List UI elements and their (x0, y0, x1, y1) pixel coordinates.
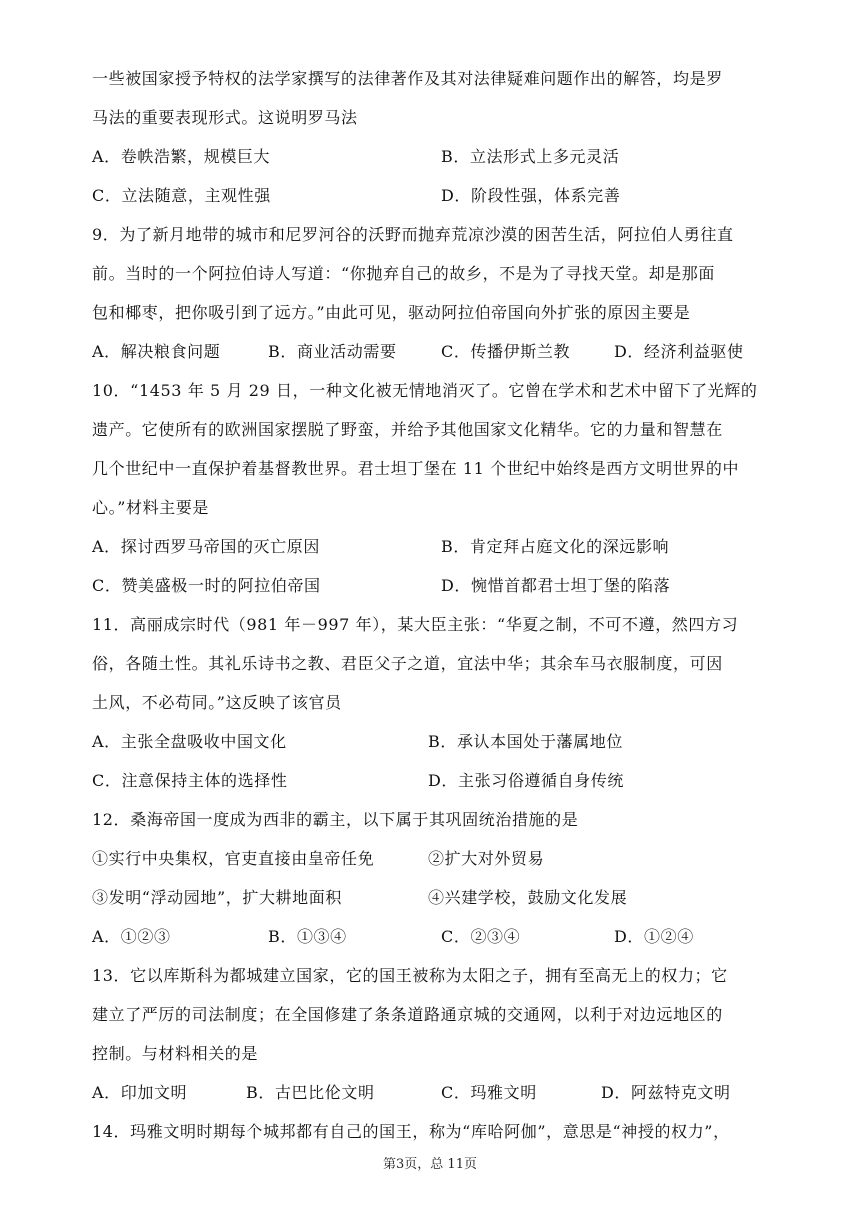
q9-option-a: A．解决粮食问题 (92, 342, 221, 361)
q12-option-d: D．①②④ (614, 927, 694, 946)
q12-option-c: C．②③④ (441, 927, 521, 946)
q10-option-b: B．肯定拜占庭文化的深远影响 (441, 537, 670, 556)
q11-stem-line: 俗，各随土性。其礼乐诗书之教、君臣父子之道，宜法中华；其余车马衣服制度，可因 (92, 654, 723, 673)
q13-option-d: D．阿兹特克文明 (601, 1083, 731, 1102)
q10-stem-line: 遗产。它使所有的欧洲国家摆脱了野蛮，并给予其他国家文化精华。它的力量和智慧在 (92, 420, 723, 439)
q13-stem-line: 控制。与材料相关的是 (92, 1044, 259, 1063)
q10-option-a: A．探讨西罗马帝国的灭亡原因 (92, 537, 320, 556)
q13-stem-line: 13．它以库斯科为都城建立国家，它的国王被称为太阳之子，拥有至高无上的权力；它 (92, 966, 728, 985)
q11-stem-line: 土风，不必苟同。”这反映了该官员 (92, 693, 342, 712)
q11-option-c: C．注意保持主体的选择性 (92, 771, 288, 790)
q8-stem-line: 马法的重要表现形式。这说明罗马法 (92, 108, 358, 127)
q9-stem-line: 9．为了新月地带的城市和尼罗河谷的沃野而抛弃荒凉沙漠的困苦生活，阿拉伯人勇往直 (92, 225, 734, 244)
q12-statement-1: ①实行中央集权，官吏直接由皇帝任免 (92, 849, 375, 868)
q11-option-b: B．承认本国处于藩属地位 (428, 732, 623, 751)
q8-option-a: A．卷帙浩繁，规模巨大 (92, 147, 271, 166)
q9-option-c: C．传播伊斯兰教 (441, 342, 571, 361)
q14-stem-line: 14．玛雅文明时期每个城邦都有自己的国王，称为“库哈阿伽”，意思是“神授的权力”， (92, 1122, 730, 1141)
q13-option-c: C．玛雅文明 (441, 1083, 537, 1102)
q10-option-d: D．惋惜首都君士坦丁堡的陷落 (441, 576, 671, 595)
q10-stem-line: 几个世纪中一直保护着基督教世界。君士坦丁堡在 11 个世纪中始终是西方文明世界的中 (92, 459, 740, 478)
q13-option-a: A．印加文明 (92, 1083, 188, 1102)
q12-option-a: A．①②③ (92, 927, 171, 946)
q12-statement-4: ④兴建学校，鼓励文化发展 (428, 888, 628, 907)
q10-stem-line: 10．“1453 年 5 月 29 日，一种文化被无情地消灭了。它曾在学术和艺术中留下了光辉的 (92, 381, 758, 400)
q13-option-b: B．古巴比伦文明 (246, 1083, 375, 1102)
q9-stem-line: 包和椰枣，把你吸引到了远方。”由此可见，驱动阿拉伯帝国向外扩张的原因主要是 (92, 303, 691, 322)
q11-option-a: A．主张全盘吸收中国文化 (92, 732, 287, 751)
q8-option-c: C．立法随意，主观性强 (92, 186, 271, 205)
q12-option-b: B．①③④ (268, 927, 347, 946)
page-number-footer: 第3页，总 11页 (383, 1157, 477, 1172)
q10-option-c: C．赞美盛极一时的阿拉伯帝国 (92, 576, 321, 595)
q10-stem-line: 心。”材料主要是 (92, 498, 209, 517)
q12-stem-line: 12．桑海帝国一度成为西非的霸主，以下属于其巩固统治措施的是 (92, 810, 579, 829)
q8-stem-line: 一些被国家授予特权的法学家撰写的法律著作及其对法律疑难问题作出的解答，均是罗 (92, 69, 723, 88)
q9-option-b: B．商业活动需要 (268, 342, 397, 361)
q8-option-d: D．阶段性强，体系完善 (441, 186, 621, 205)
q12-statement-2: ②扩大对外贸易 (428, 849, 545, 868)
q9-option-d: D．经济利益驱使 (614, 342, 744, 361)
q12-statement-3: ③发明“浮动园地”，扩大耕地面积 (92, 888, 342, 907)
q9-stem-line: 前。当时的一个阿拉伯诗人写道：“你抛弃自己的故乡，不是为了寻找天堂。却是那面 (92, 264, 715, 283)
q11-stem-line: 11．高丽成宗时代（981 年－997 年），某大臣主张：“华夏之制，不可不遵，然四方习 (92, 615, 739, 634)
q13-stem-line: 建立了严厉的司法制度；在全国修建了条条道路通京城的交通网，以利于对边远地区的 (92, 1005, 723, 1024)
q8-option-b: B．立法形式上多元灵活 (441, 147, 620, 166)
q11-option-d: D．主张习俗遵循自身传统 (428, 771, 625, 790)
